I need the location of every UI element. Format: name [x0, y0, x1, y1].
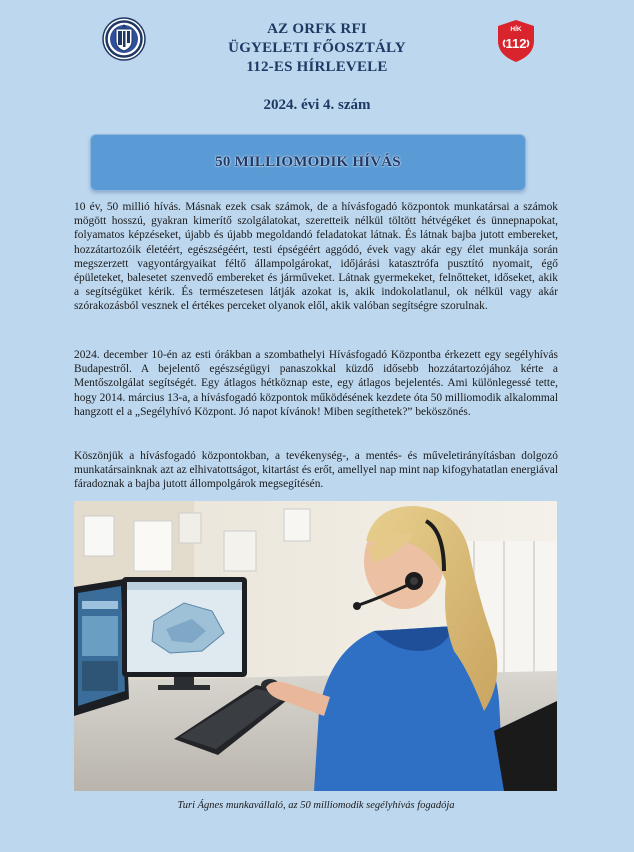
- title-line-3: 112-ES HÍRLEVELE: [246, 59, 388, 75]
- article-paragraph-3: Köszönjük a hívásfogadó központokban, a tevékenység-, a mentés- és műveletirányításban dolgozó munkatársainknak azt az elhivatottságot, kitartást és erőt, amellyel nap mint nap kifogyhatatlan energiával fáradoznak a bajba jutott állompolgárok megsegítésén.: [74, 450, 558, 491]
- title-line-1: AZ ORFK RFI: [267, 21, 367, 37]
- police-emblem-icon: [102, 17, 146, 61]
- newsletter-title: [150, 20, 484, 77]
- issue-number: 2024. évi 4. szám: [263, 97, 371, 113]
- right-logo-top-text: HÍK: [510, 26, 522, 33]
- photo-caption: Turi Ágnes munkavállaló, az 50 milliomodik segélyhívás fogadója: [177, 800, 455, 811]
- dispatcher-photo: [74, 501, 557, 791]
- title-line-2: ÜGYELETI FŐOSZTÁLY: [228, 40, 406, 56]
- article-title: 50 MILLIOMODIK HÍVÁS: [215, 154, 401, 170]
- newsletter-header: [0, 0, 634, 130]
- right-logo-number: 112: [505, 36, 527, 51]
- hik-112-shield-icon: [496, 19, 536, 63]
- article-paragraph-2: 2024. december 10-én az esti órákban a szombathelyi Hívásfogadó Központba érkezett egy segélyhívás Budapestről. A bejelentő egészségügyi panaszokkal küzdő idősebb hozzátartozójához kérte a Mentőszolgálat segítségét. Egy átlagos hétköznap este, egy átlagos bejelentés. Ami különlegessé tette, hogy 2014. március 13-a, a hívásfogadó központok működésének kezdete óta 50 milliomodik alkalommal hangzott el a „Segélyhívó Központ. Jó napot kívánok! Miben segíthetek?” beköszönés.: [74, 349, 558, 418]
- article-paragraph-1: 10 év, 50 millió hívás. Másnak ezek csak számok, de a hívásfogadó központok munkatársai a számok mögött hosszú, gyakran kimerítő szolgálatokat, szeretteik nélkül töltött hétvégéket és ünnepnapokat, folyamatos képzéseket, újabb és újabb megoldandó feladatokat látnak. És látnak bajba jutott embereket, hozzátartozóik életéért, egészségéért, testi épségéért aggódó, évek vagy akár egy élet munkája során megszerzett vagyontárgyaikat féltő állampolgárokat, időjárási katasztrófa pusztító nyomait, égő épületeket, balesetet szenvedő embereket és járműveket. Látnak gyermekeket, felnőtteket, időseket, akik a segítségüket kérik. És természetesen látják azokat is, akik indokolatlanul, ok nélkül vagy akár szórakozásból vesznek el értékes perceket olyanok elől, akik valóban segítségre szorulnak.: [74, 201, 558, 313]
- article-title-banner: [90, 134, 526, 191]
